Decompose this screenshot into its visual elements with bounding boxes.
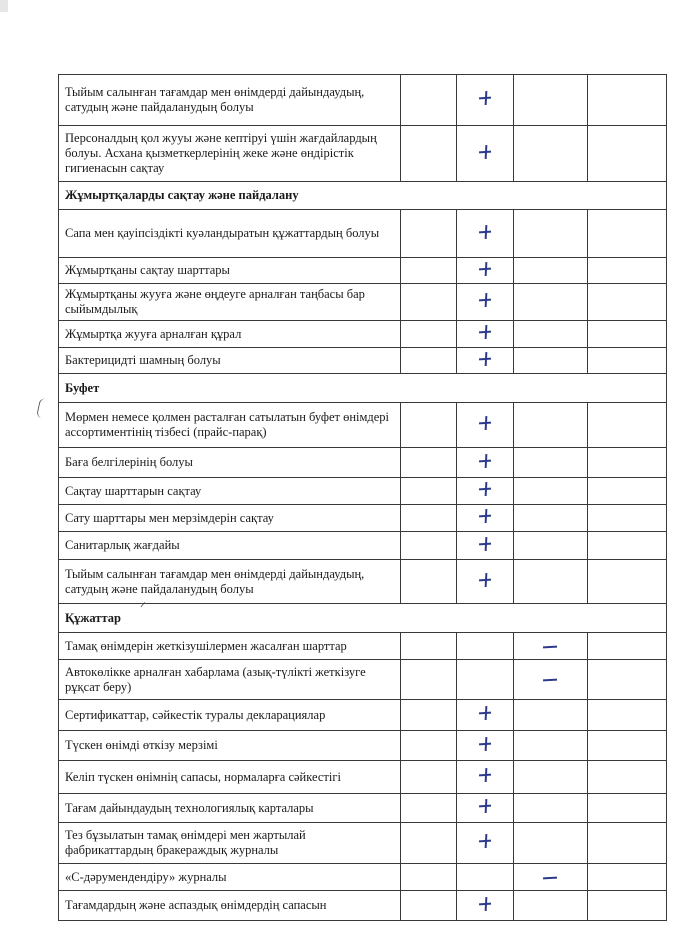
mark-cell xyxy=(514,560,587,604)
mark-cell xyxy=(587,700,666,731)
checklist-row xyxy=(59,348,667,374)
mark-cell xyxy=(457,560,514,604)
mark-cell xyxy=(514,505,587,532)
requirement-text: «С-дәрумендендіру» журналы xyxy=(59,864,401,891)
mark-cell xyxy=(587,478,666,505)
mark-cell xyxy=(587,560,666,604)
mark-cell xyxy=(514,258,587,284)
mark-cell xyxy=(587,348,666,374)
mark-cell xyxy=(587,75,666,126)
mark-cell xyxy=(457,633,514,660)
handwritten-minus-mark xyxy=(543,679,557,681)
mark-cell xyxy=(587,823,666,864)
mark-cell xyxy=(587,794,666,823)
mark-cell xyxy=(587,126,666,182)
mark-cell xyxy=(587,731,666,761)
checklist-row xyxy=(59,75,667,126)
mark-cell xyxy=(514,864,587,891)
mark-cell xyxy=(514,478,587,505)
requirement-text: Мөрмен немесе қолмен расталған сатылатын буфет өнімдері ассортиментінің тізбесі (прайс-парақ) xyxy=(59,403,401,448)
mark-cell xyxy=(401,761,457,794)
mark-cell xyxy=(587,403,666,448)
section-row xyxy=(59,182,667,210)
checklist-row xyxy=(59,478,667,505)
mark-cell xyxy=(457,75,514,126)
checklist-row xyxy=(59,794,667,823)
mark-cell xyxy=(457,761,514,794)
handwritten-plus-mark xyxy=(478,261,492,277)
handwritten-plus-mark xyxy=(478,572,492,588)
mark-cell xyxy=(514,794,587,823)
mark-cell xyxy=(514,448,587,478)
checklist-row xyxy=(59,823,667,864)
requirement-text: Санитарлық жағдайы xyxy=(59,532,401,560)
mark-cell xyxy=(587,761,666,794)
mark-cell xyxy=(457,700,514,731)
checklist-row xyxy=(59,126,667,182)
checklist-row xyxy=(59,700,667,731)
mark-cell xyxy=(457,660,514,700)
checklist-row xyxy=(59,761,667,794)
mark-cell xyxy=(457,864,514,891)
mark-cell xyxy=(514,210,587,258)
mark-cell xyxy=(457,731,514,761)
handwritten-plus-mark xyxy=(478,705,492,721)
checklist-row xyxy=(59,505,667,532)
mark-cell xyxy=(457,505,514,532)
mark-cell xyxy=(587,864,666,891)
mark-cell xyxy=(457,321,514,348)
requirement-text: Тыйым салынған тағамдар мен өнімдерді дайындаудың, сатудың және пайдаланудың болуы xyxy=(59,75,401,126)
requirement-text: Автокөлікке арналған хабарлама (азық-түлікті жеткізуге рұқсат беру) xyxy=(59,660,401,700)
mark-cell xyxy=(514,126,587,182)
handwritten-plus-mark xyxy=(478,896,492,912)
handwritten-plus-mark xyxy=(478,324,492,340)
requirement-text: Жұмыртқаны жууға және өңдеуге арналған таңбасы бар сыйымдылық xyxy=(59,284,401,321)
checklist-row xyxy=(59,633,667,660)
mark-cell xyxy=(514,660,587,700)
handwritten-plus-mark xyxy=(478,736,492,752)
requirement-text: Сату шарттары мен мерзімдерін сақтау xyxy=(59,505,401,532)
mark-cell xyxy=(587,633,666,660)
mark-cell xyxy=(457,532,514,560)
requirement-text: Сапа мен қауіпсіздікті куәландыратын құжаттардың болуы xyxy=(59,210,401,258)
mark-cell xyxy=(514,321,587,348)
mark-cell xyxy=(457,403,514,448)
mark-cell xyxy=(401,794,457,823)
handwritten-plus-mark xyxy=(478,144,492,160)
checklist-row xyxy=(59,532,667,560)
mark-cell xyxy=(514,348,587,374)
requirement-text: Сертификаттар, сәйкестік туралы декларациялар xyxy=(59,700,401,731)
requirement-text: Тамақ өнімдерін жеткізушілермен жасалған шарттар xyxy=(59,633,401,660)
requirement-text: Тағам дайындаудың технологиялық карталары xyxy=(59,794,401,823)
requirement-text: Келіп түскен өнімнің сапасы, нормаларға сәйкестігі xyxy=(59,761,401,794)
requirement-text: Түскен өнімді өткізу мерзімі xyxy=(59,731,401,761)
handwritten-plus-mark xyxy=(478,833,492,849)
handwritten-minus-mark xyxy=(543,645,557,647)
checklist-row xyxy=(59,284,667,321)
checklist-row xyxy=(59,560,667,604)
mark-cell xyxy=(457,823,514,864)
mark-cell xyxy=(457,348,514,374)
mark-cell xyxy=(514,284,587,321)
mark-cell xyxy=(401,210,457,258)
mark-cell xyxy=(587,321,666,348)
mark-cell xyxy=(401,321,457,348)
checklist-row xyxy=(59,891,667,921)
handwritten-minus-mark xyxy=(543,876,557,878)
mark-cell xyxy=(587,505,666,532)
checklist-table xyxy=(58,74,667,921)
handwritten-plus-mark xyxy=(478,481,492,497)
requirement-text: Жұмыртқаны сақтау шарттары xyxy=(59,258,401,284)
mark-cell xyxy=(514,633,587,660)
scan-corner-artifact xyxy=(0,0,8,12)
mark-cell xyxy=(401,731,457,761)
mark-cell xyxy=(401,700,457,731)
mark-cell xyxy=(587,660,666,700)
mark-cell xyxy=(401,560,457,604)
mark-cell xyxy=(514,731,587,761)
mark-cell xyxy=(401,75,457,126)
mark-cell xyxy=(401,864,457,891)
mark-cell xyxy=(401,891,457,921)
mark-cell xyxy=(401,284,457,321)
mark-cell xyxy=(587,284,666,321)
mark-cell xyxy=(401,478,457,505)
checklist-row xyxy=(59,864,667,891)
requirement-text: Персоналдың қол жууы және кептіруі үшін жағдайлардың болуы. Асхана қызметкерлерінің жеке және өндірістік гигиенасын сақтау xyxy=(59,126,401,182)
mark-cell xyxy=(401,258,457,284)
requirement-text: Бактерицидті шамның болуы xyxy=(59,348,401,374)
mark-cell xyxy=(514,823,587,864)
handwritten-plus-mark xyxy=(478,292,492,308)
mark-cell xyxy=(401,660,457,700)
handwritten-plus-mark xyxy=(478,351,492,367)
handwritten-plus-mark xyxy=(478,767,492,783)
handwritten-plus-mark xyxy=(478,536,492,552)
handwritten-plus-mark xyxy=(478,798,492,814)
mark-cell xyxy=(457,891,514,921)
mark-cell xyxy=(401,348,457,374)
mark-cell xyxy=(401,448,457,478)
checklist-row xyxy=(59,660,667,700)
section-row xyxy=(59,374,667,403)
checklist-row xyxy=(59,448,667,478)
mark-cell xyxy=(401,126,457,182)
mark-cell xyxy=(401,505,457,532)
mark-cell xyxy=(457,448,514,478)
mark-cell xyxy=(514,75,587,126)
mark-cell xyxy=(514,403,587,448)
mark-cell xyxy=(587,258,666,284)
requirement-text: Тез бұзылатын тамақ өнімдері мен жартылай фабрикаттардың бракераждық журналы xyxy=(59,823,401,864)
mark-cell xyxy=(457,126,514,182)
mark-cell xyxy=(587,448,666,478)
mark-cell xyxy=(457,210,514,258)
mark-cell xyxy=(587,532,666,560)
mark-cell xyxy=(587,891,666,921)
handwritten-plus-mark xyxy=(478,90,492,106)
mark-cell xyxy=(514,891,587,921)
section-heading: Жұмыртқаларды сақтау және пайдалану xyxy=(59,182,667,210)
requirement-text: Жұмыртқа жууға арналған құрал xyxy=(59,321,401,348)
mark-cell xyxy=(401,823,457,864)
requirement-text: Тыйым салынған тағамдар мен өнімдерді дайындаудың, сатудың және пайдаланудың болуы xyxy=(59,560,401,604)
handwritten-plus-mark xyxy=(478,415,492,431)
mark-cell xyxy=(514,761,587,794)
checklist-row xyxy=(59,258,667,284)
section-heading: Құжаттар xyxy=(59,604,667,633)
mark-cell xyxy=(401,403,457,448)
checklist-row xyxy=(59,210,667,258)
requirement-text: Баға белгілерінің болуы xyxy=(59,448,401,478)
mark-cell xyxy=(457,258,514,284)
mark-cell xyxy=(457,284,514,321)
handwritten-plus-mark xyxy=(478,224,492,240)
mark-cell xyxy=(457,478,514,505)
checklist-row xyxy=(59,731,667,761)
requirement-text: Сақтау шарттарын сақтау xyxy=(59,478,401,505)
mark-cell xyxy=(587,210,666,258)
requirement-text: Тағамдардың және аспаздық өнімдердің сапасын xyxy=(59,891,401,921)
mark-cell xyxy=(514,700,587,731)
handwritten-plus-mark xyxy=(478,508,492,524)
checklist-row xyxy=(59,403,667,448)
checklist-row xyxy=(59,321,667,348)
mark-cell xyxy=(457,794,514,823)
mark-cell xyxy=(514,532,587,560)
margin-pencil-mark xyxy=(36,397,47,418)
checklist-table-body xyxy=(59,75,667,921)
section-row xyxy=(59,604,667,633)
handwritten-plus-mark xyxy=(478,453,492,469)
mark-cell xyxy=(401,633,457,660)
section-heading: Буфет xyxy=(59,374,667,403)
mark-cell xyxy=(401,532,457,560)
